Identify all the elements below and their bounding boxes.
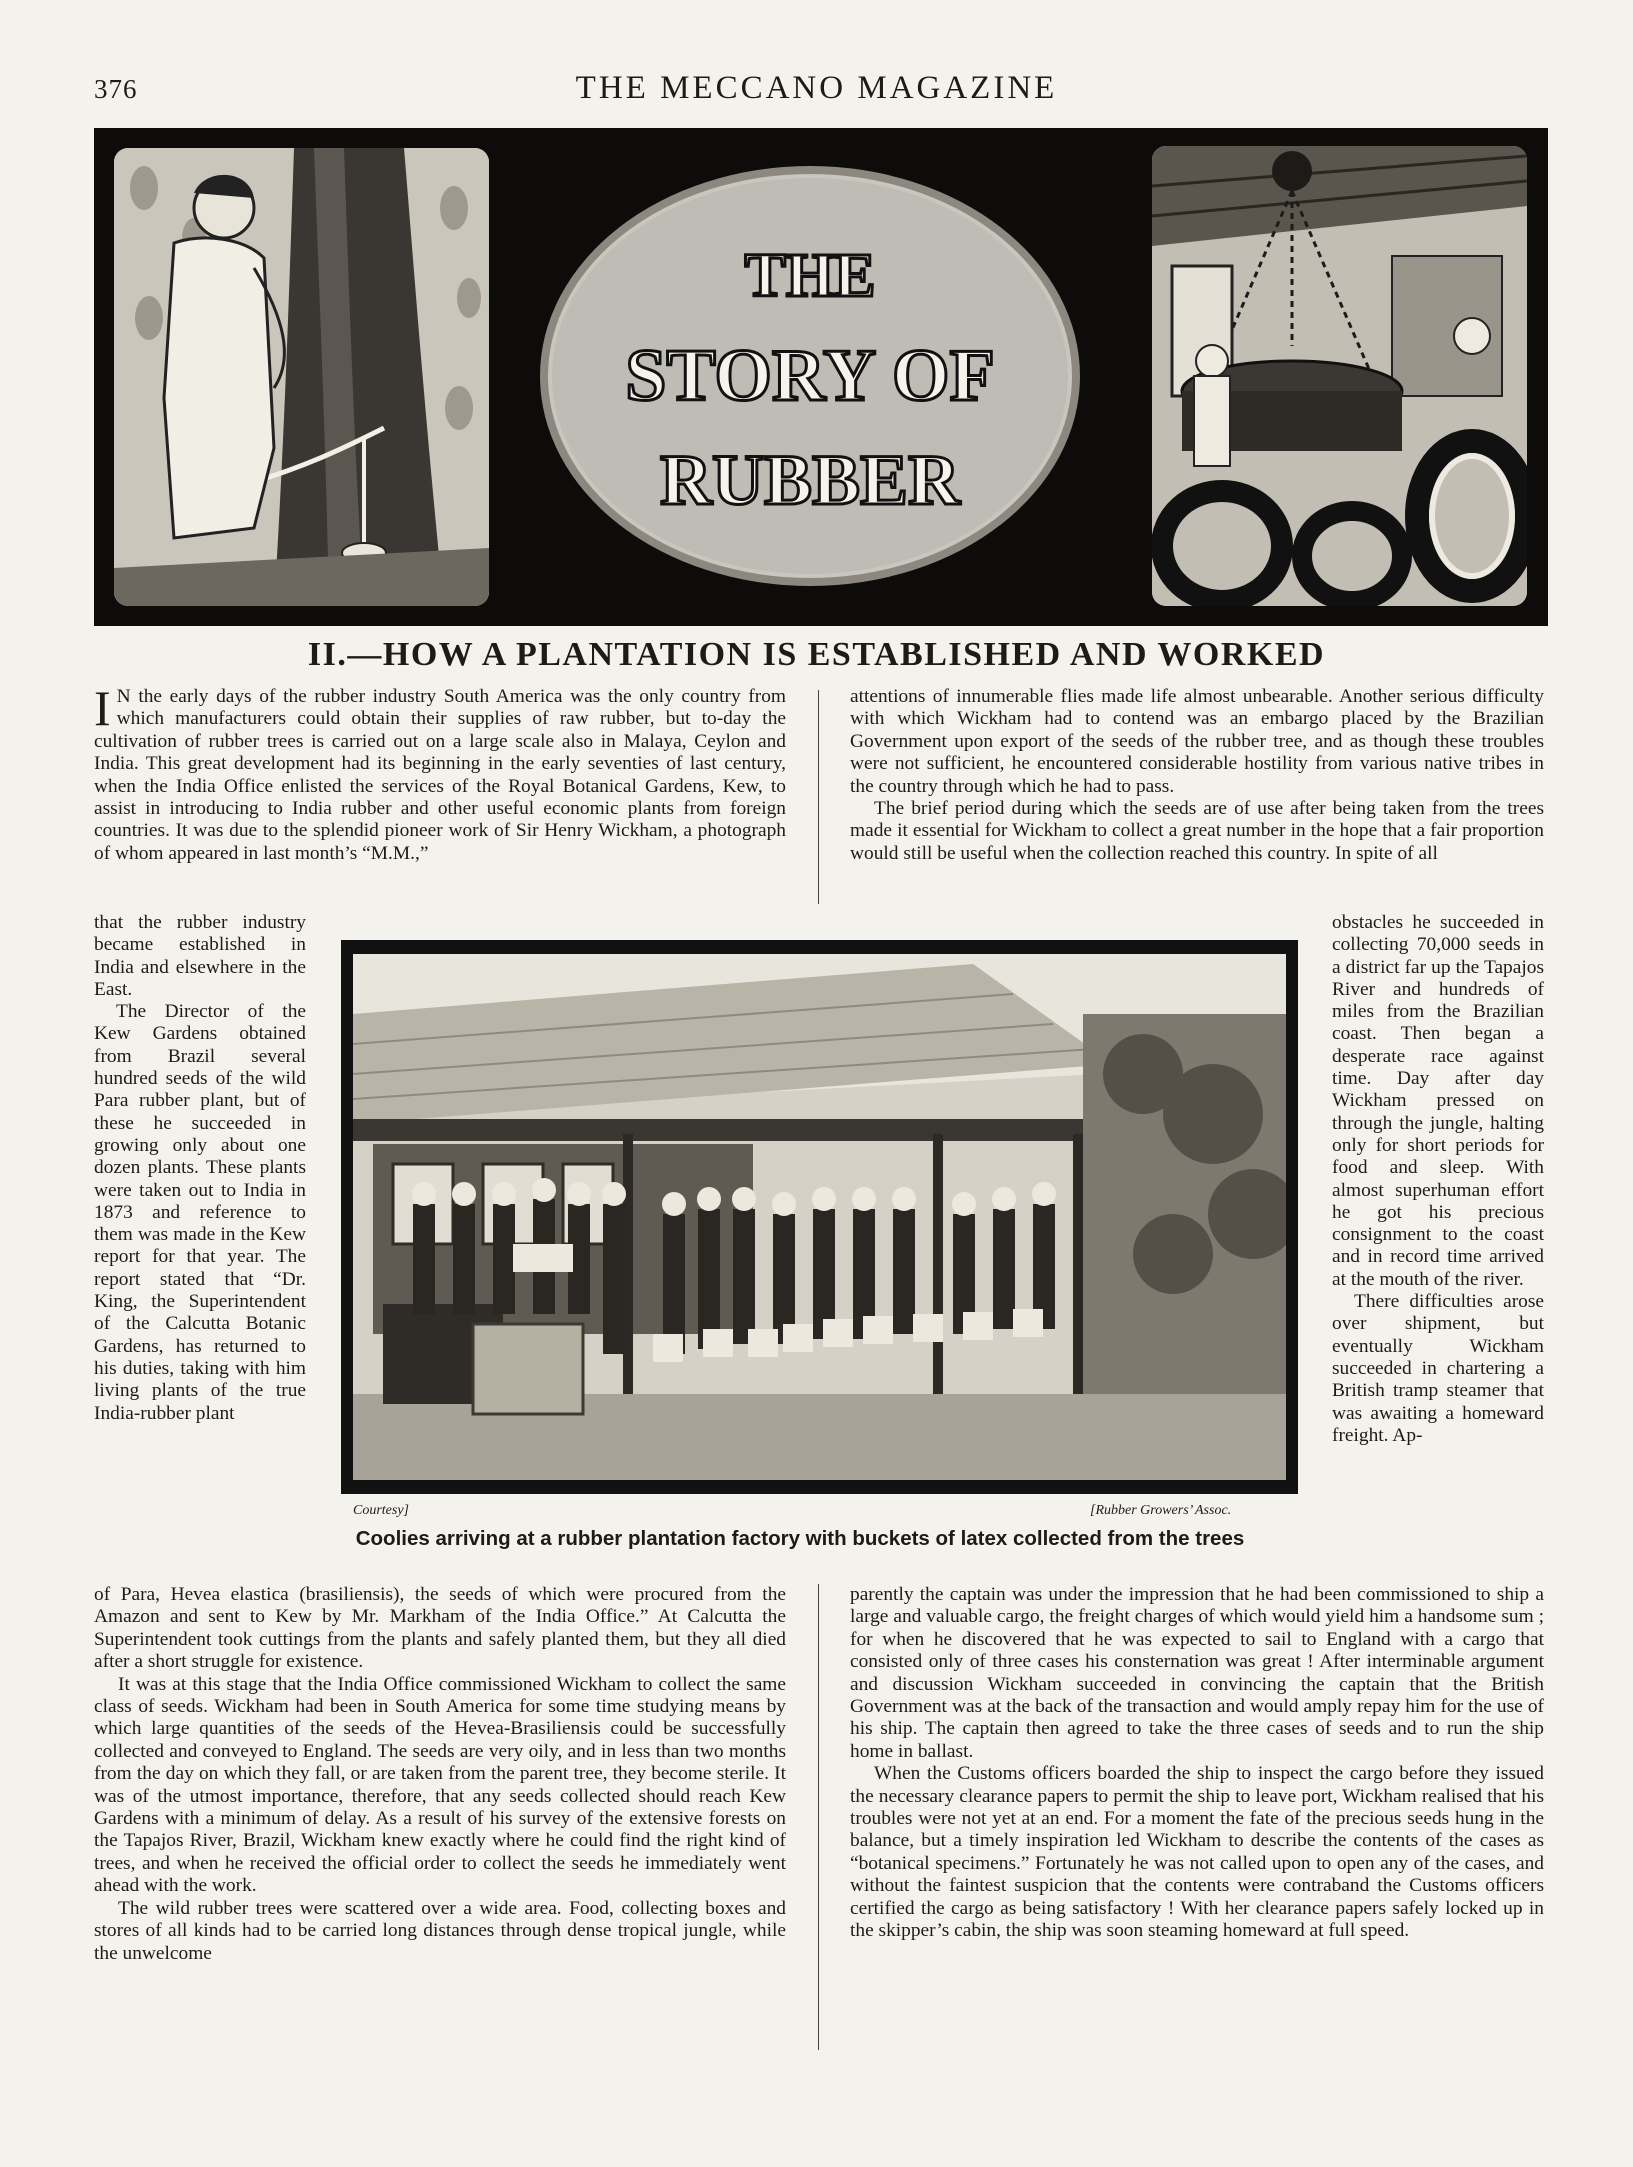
photo-credit-right: [Rubber Growers’ Assoc. [1090, 1503, 1232, 1518]
title-banner [94, 128, 1548, 626]
plantation-factory-photo [353, 954, 1286, 1480]
title-line-3: RUBBER [659, 440, 961, 520]
title-line-2: STORY OF [625, 335, 995, 417]
column-1-paragraph-1: N the early days of the rubber industry South America was the only country from which manufacturers could obtain their supplies of raw rubber, but to-day the cultivation of rubber trees is carried out on a large scale also in Malaya, Ceylon and India. This great development had its beginning in the early seventies of last century, when the India Office enlisted the services of the Royal Botanical Gardens, Kew, to assist in introducing to India rubber and other useful economic plants from foreign countries. It was due to the splendid pioneer work of Sir Henry Wickham, a photograph of whom appeared in last month’s “M.M.,” [94, 686, 786, 864]
column-2-lower [850, 1584, 1544, 1943]
column-2-paragraph-2: The brief period during which the seeds are of use after being taken from the trees made it essential for Wickham to collect a great number in the hope that a fair proportion would still be useful when the collection reached this country. In spite of all [850, 798, 1544, 864]
photo-credit-left: Courtesy] [353, 1503, 409, 1518]
title-oval [540, 166, 1080, 586]
column-1-paragraph-3: It was at this stage that the India Office commissioned Wickham to collect the same class of seeds. Wickham had been in South America for some time studying means by which large quantities of the seeds of the Hevea-Brasiliensis could be successfully collected and conveyed to England. The seeds are very oily, and in less than two months from the day on which they fall, or are taken from the parent tree, they become sterile. It was of the utmost importance, therefore, that any seeds collected should reach Kew Gardens with a minimum of delay. As a result of his survey of the extensive forests on the Tapajos River, Brazil, Wickham knew exactly where he could find the right kind of trees, and when he received the official order to collect the seeds he immediately went ahead with the work. [94, 1673, 786, 1897]
column-1-narrow-paragraph-1: that the rubber industry became established in India and elsewhere in the East. [94, 912, 306, 1000]
column-divider-lower [818, 1584, 819, 2050]
column-1-intro [94, 680, 786, 865]
rubber-tapper-illustration [114, 148, 489, 606]
column-2-narrow-paragraph-1: obstacles he succeeded in collecting 70,000 seeds in a district far up the Tapajos River and hundreds of miles from the Brazilian coast. Then began a desperate race against time. Day after day Wickham pressed on through the jungle, halting only for short periods for food and sleep. With almost superhuman effort he got his precious consignment to the coast and in record time arrived at the mouth of the river. [1332, 912, 1544, 1290]
column-1-paragraph-2: of Para, Hevea elastica (brasiliensis), the seeds of which were procured from the Amazon and sent to Kew by Mr. Markham of the India Office.” At Calcutta the Superintendent took cuttings from the plants and safely planted them, but they all died after a short struggle for existence. [94, 1584, 786, 1673]
magazine-title: THE MECCANO MAGAZINE [575, 70, 1058, 106]
column-1-narrow [94, 912, 306, 1425]
column-divider-upper [818, 690, 819, 904]
drop-cap: I [94, 680, 111, 736]
column-1-lower [94, 1584, 786, 1965]
column-2-intro [850, 686, 1544, 865]
column-2-narrow [1332, 912, 1544, 1447]
page-number: 376 [94, 74, 138, 104]
photo-caption: Coolies arriving at a rubber plantation factory with buckets of latex collected from the trees [355, 1527, 1245, 1550]
column-2-paragraph-3: parently the captain was under the impression that he had been commissioned to ship a large and valuable cargo, the freight charges of which would yield him a handsome sum ; for when he discovered that he was expected to sail to England with a cargo that consisted only of three cases his consternation was great ! After interminable argument and discussion Wickham succeeded in convincing the captain that the British Government was at the back of the transaction and would amply repay him for the use of his ship. The captain then agreed to take the three cases of seeds and to run the ship home in ballast. [850, 1584, 1544, 1762]
column-2-narrow-paragraph-2: There difficulties arose over shipment, but eventually Wickham succeeded in chartering a British tramp steamer that was awaiting a homeward freight. Ap- [1332, 1291, 1544, 1446]
column-2-paragraph-1: attentions of innumerable flies made life almost unbearable. Another serious difficulty with which Wickham had to contend was an embargo placed by the Brazilian Government upon export of the seeds of the rubber tree, and as though these troubles were not sufficient, he encountered considerable hostility from various native tribes in the country through which he had to pass. [850, 686, 1544, 797]
title-line-1: THE [744, 242, 876, 310]
column-1-narrow-paragraph-2: The Director of the Kew Gardens obtained from Brazil several hundred seeds of the wild Para rubber plant, but of these he succeeded in growing only about one dozen plants. These plants were taken out to India in 1873 and reference to them was made in the Kew report for that year. The report stated that “Dr. King, the Superintendent of the Calcutta Botanic Gardens, has returned to his duties, taking with him living plants of the true India-rubber plant [94, 1001, 306, 1424]
column-2-paragraph-4: When the Customs officers boarded the ship to inspect the cargo before they issued the necessary clearance papers to permit the ship to leave port, Wickham realised that his troubles were not yet at an end. For a moment the fate of the precious seeds hung in the balance, but a timely inspiration led Wickham to describe the contents of the cases as “botanical specimens.” Fortunately he was not called upon to open any of the cases, and without the faintest suspicion that the contents were contraband the Customs officers certified the cargo as being satisfactory ! With her clearance papers safely locked up in the skipper’s cabin, the ship was soon steaming homeward at full speed. [850, 1763, 1544, 1942]
section-heading: II.—HOW A PLANTATION IS ESTABLISHED AND WORKED [307, 636, 1326, 673]
factory-illustration [1152, 146, 1527, 606]
column-1-paragraph-4: The wild rubber trees were scattered over a wide area. Food, collecting boxes and stores of all kinds had to be carried long distances through dense tropical jungle, while the unwelcome [94, 1897, 786, 1964]
